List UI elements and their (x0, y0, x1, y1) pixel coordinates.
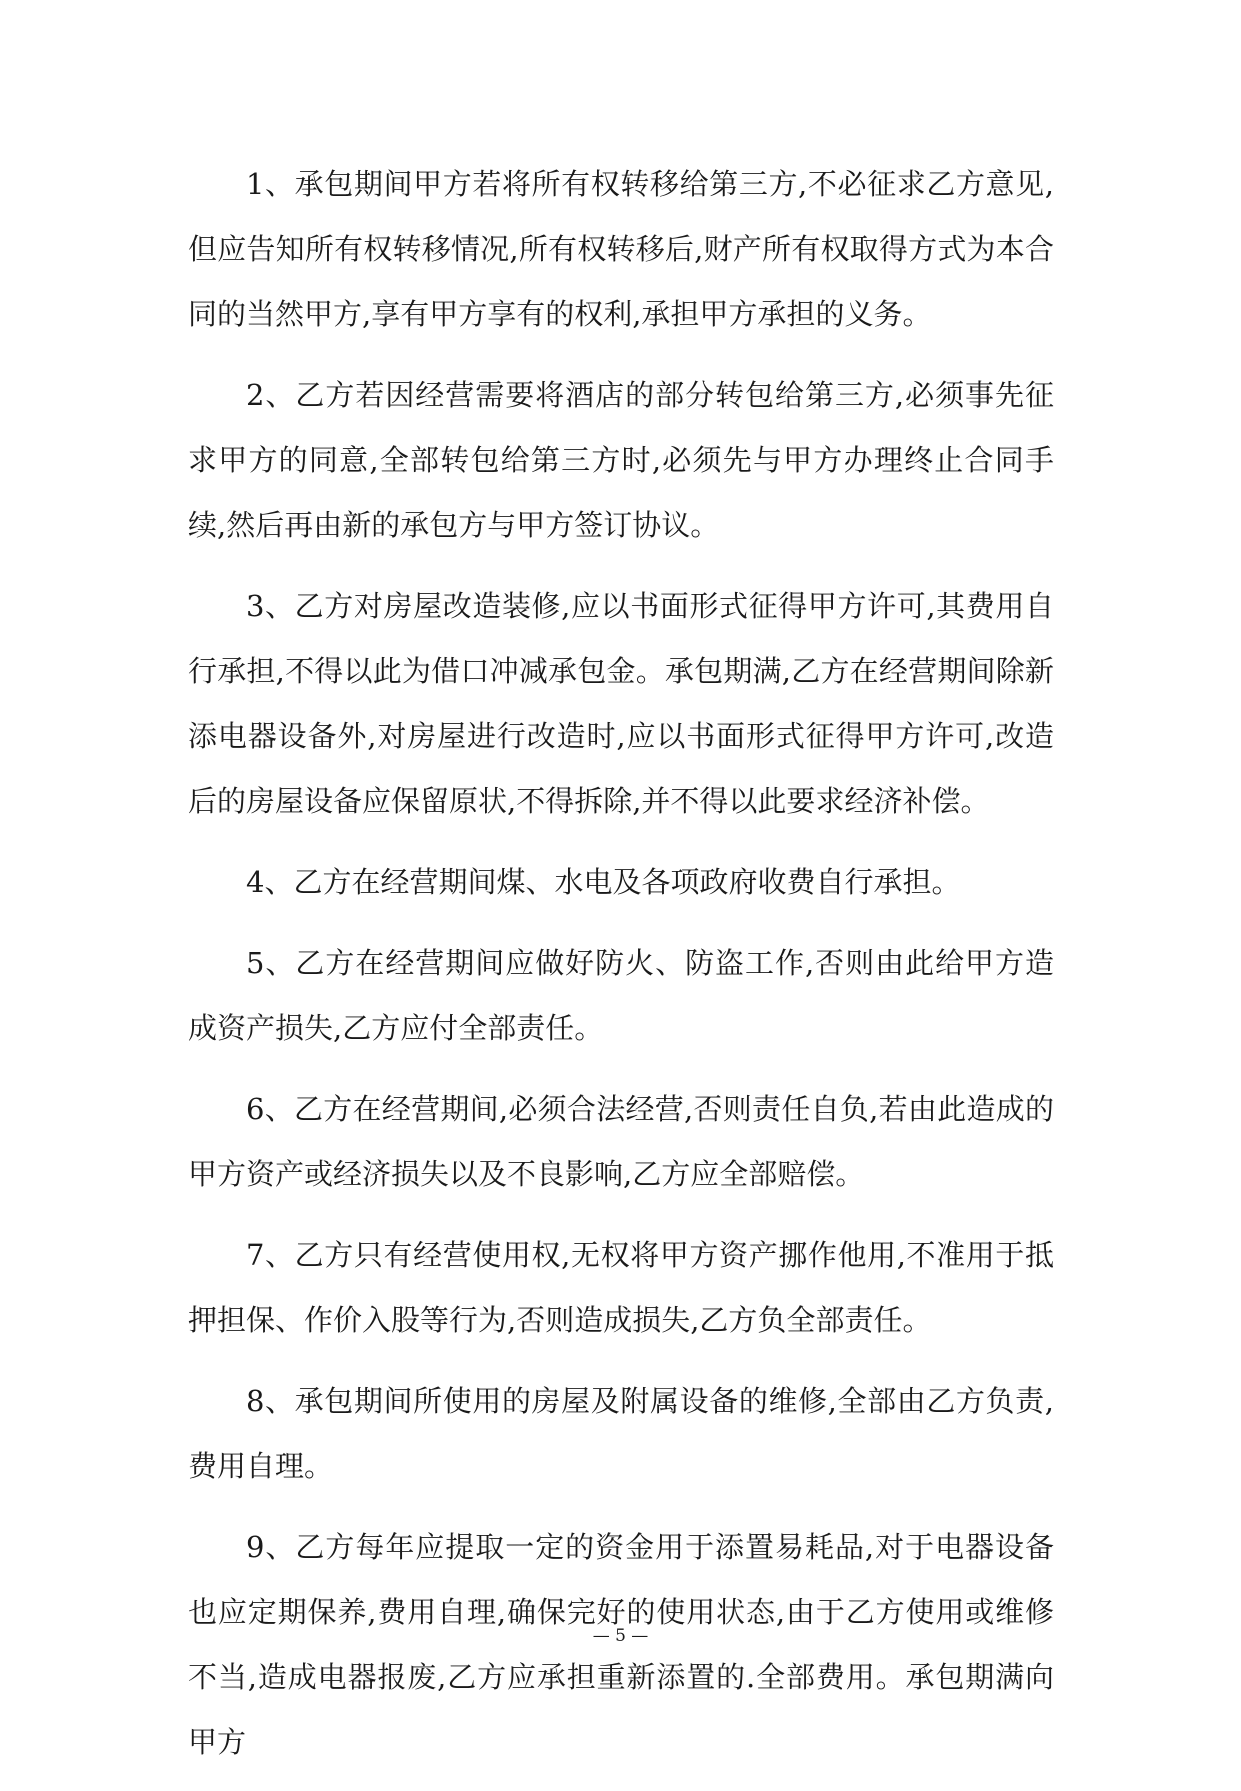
clause-paragraph-7: 7、乙方只有经营使用权,无权将甲方资产挪作他用,不准用于抵押担保、作价入股等行为,否则造成损失,乙方负全部责任。 (188, 1238, 1054, 1337)
clause-paragraph-5: 5、乙方在经营期间应做好防火、防盗工作,否则由此给甲方造成资产损失,乙方应付全部责任。 (188, 946, 1054, 1045)
clause-paragraph-3: 3、乙方对房屋改造装修,应以书面形式征得甲方许可,其费用自行承担,不得以此为借口冲减承包金。承包期满,乙方在经营期间除新添电器设备外,对房屋进行改造时,应以书面形式征得甲方许可,改造后的房屋设备应保留原状,不得拆除,并不得以此要求经济补偿。 (188, 589, 1054, 818)
clause-paragraph-1: 1、承包期间甲方若将所有权转移给第三方,不必征求乙方意见,但应告知所有权转移情况,所有权转移后,财产所有权取得方式为本合同的当然甲方,享有甲方享有的权利,承担甲方承担的义务。 (188, 167, 1054, 331)
clause-paragraph-8: 8、承包期间所使用的房屋及附属设备的维修,全部由乙方负责,费用自理。 (188, 1384, 1054, 1483)
clause-paragraph-4: 4、乙方在经营期间煤、水电及各项政府收费自行承担。 (246, 865, 961, 899)
clause-paragraph-9: 9、乙方每年应提取一定的资金用于添置易耗品,对于电器设备也应定期保养,费用自理,确保完好的使用状态,由于乙方使用或维修不当,造成电器报废,乙方应承担重新添置的.全部费用。承包期满向甲方 (188, 1530, 1054, 1759)
page-number: — 5 — (592, 1626, 649, 1646)
document-body (188, 152, 1054, 1791)
clause-paragraph-6: 6、乙方在经营期间,必须合法经营,否则责任自负,若由此造成的甲方资产或经济损失以及不良影响,乙方应全部赔偿。 (188, 1092, 1054, 1191)
clause-paragraph-2: 2、乙方若因经营需要将酒店的部分转包给第三方,必须事先征求甲方的同意,全部转包给第三方时,必须先与甲方办理终止合同手续,然后再由新的承包方与甲方签订协议。 (188, 378, 1054, 542)
